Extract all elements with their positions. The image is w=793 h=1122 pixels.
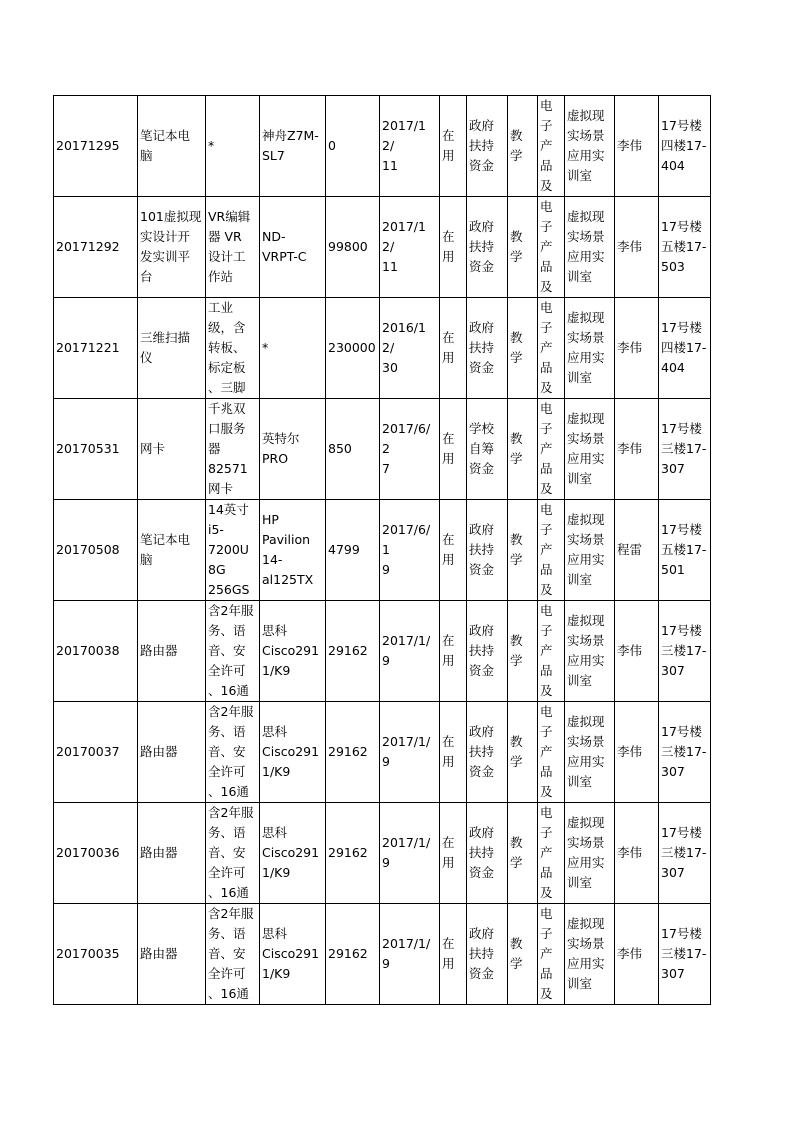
cell-asset-id: 20171292 — [54, 197, 138, 298]
cell-category: 电 子 产 品 及 — [538, 197, 565, 298]
cell-custodian: 李伟 — [615, 702, 659, 803]
cell-price: 230000 — [326, 298, 380, 399]
cell-model: 思科 Cisco291 1/K9 — [260, 904, 326, 1005]
cell-spec: 千兆双 口服务 器 82571 网卡 — [206, 399, 260, 500]
cell-asset-id: 20170035 — [54, 904, 138, 1005]
table-row — [54, 904, 711, 1005]
cell-location-room: 虚拟现 实场景 应用实 训室 — [565, 904, 615, 1005]
cell-asset-id: 20170038 — [54, 601, 138, 702]
cell-status: 在 用 — [440, 399, 467, 500]
cell-status: 在 用 — [440, 96, 467, 197]
cell-asset-id: 20171221 — [54, 298, 138, 399]
cell-funding-source: 学校 自筹 资金 — [467, 399, 508, 500]
cell-asset-id: 20170508 — [54, 500, 138, 601]
cell-location: 17号楼 三楼17- 307 — [659, 904, 711, 1005]
cell-location-room: 虚拟现 实场景 应用实 训室 — [565, 96, 615, 197]
cell-model: * — [260, 298, 326, 399]
table-row — [54, 399, 711, 500]
cell-asset-name: 三维扫描 仪 — [138, 298, 206, 399]
cell-custodian: 程雷 — [615, 500, 659, 601]
cell-location: 17号楼 四楼17- 404 — [659, 96, 711, 197]
table-row — [54, 298, 711, 399]
table-row — [54, 601, 711, 702]
table-row — [54, 500, 711, 601]
cell-location: 17号楼 四楼17- 404 — [659, 298, 711, 399]
cell-asset-name: 网卡 — [138, 399, 206, 500]
cell-usage: 教 学 — [508, 96, 538, 197]
cell-asset-name: 笔记本电 脑 — [138, 500, 206, 601]
cell-funding-source: 政府 扶持 资金 — [467, 96, 508, 197]
cell-model: 思科 Cisco291 1/K9 — [260, 803, 326, 904]
cell-status: 在 用 — [440, 601, 467, 702]
cell-location-room: 虚拟现 实场景 应用实 训室 — [565, 601, 615, 702]
cell-asset-id: 20170037 — [54, 702, 138, 803]
cell-status: 在 用 — [440, 904, 467, 1005]
cell-model: 英特尔 PRO — [260, 399, 326, 500]
cell-purchase-date: 2017/1/9 — [380, 601, 440, 702]
cell-funding-source: 政府 扶持 资金 — [467, 197, 508, 298]
cell-location: 17号楼 三楼17- 307 — [659, 702, 711, 803]
cell-funding-source: 政府 扶持 资金 — [467, 702, 508, 803]
cell-usage: 教 学 — [508, 197, 538, 298]
cell-purchase-date: 2017/1/9 — [380, 702, 440, 803]
cell-price: 29162 — [326, 904, 380, 1005]
cell-custodian: 李伟 — [615, 399, 659, 500]
cell-category: 电 子 产 品 及 — [538, 500, 565, 601]
cell-category: 电 子 产 品 及 — [538, 904, 565, 1005]
cell-category: 电 子 产 品 及 — [538, 702, 565, 803]
cell-price: 99800 — [326, 197, 380, 298]
cell-price: 29162 — [326, 702, 380, 803]
cell-spec: * — [206, 96, 260, 197]
cell-purchase-date: 2017/12/ 11 — [380, 96, 440, 197]
cell-price: 29162 — [326, 803, 380, 904]
table-row — [54, 197, 711, 298]
cell-price: 850 — [326, 399, 380, 500]
cell-asset-name: 路由器 — [138, 904, 206, 1005]
cell-usage: 教 学 — [508, 601, 538, 702]
cell-spec: 含2年服 务、语 音、安 全许可 、16通 — [206, 904, 260, 1005]
cell-usage: 教 学 — [508, 803, 538, 904]
cell-purchase-date: 2016/12/ 30 — [380, 298, 440, 399]
cell-status: 在 用 — [440, 298, 467, 399]
cell-location-room: 虚拟现 实场景 应用实 训室 — [565, 500, 615, 601]
cell-price: 0 — [326, 96, 380, 197]
cell-usage: 教 学 — [508, 399, 538, 500]
cell-location-room: 虚拟现 实场景 应用实 训室 — [565, 702, 615, 803]
table-row — [54, 702, 711, 803]
cell-category: 电 子 产 品 及 — [538, 399, 565, 500]
cell-model: HP Pavilion 14- al125TX — [260, 500, 326, 601]
cell-usage: 教 学 — [508, 500, 538, 601]
table-row — [54, 96, 711, 197]
cell-custodian: 李伟 — [615, 298, 659, 399]
cell-status: 在 用 — [440, 803, 467, 904]
cell-usage: 教 学 — [508, 904, 538, 1005]
cell-category: 电 子 产 品 及 — [538, 298, 565, 399]
cell-location: 17号楼 三楼17- 307 — [659, 601, 711, 702]
cell-funding-source: 政府 扶持 资金 — [467, 904, 508, 1005]
cell-asset-name: 路由器 — [138, 601, 206, 702]
cell-category: 电 子 产 品 及 — [538, 803, 565, 904]
cell-category: 电 子 产 品 及 — [538, 96, 565, 197]
cell-spec: VR编辑 器 VR 设计工 作站 — [206, 197, 260, 298]
cell-purchase-date: 2017/6/2 7 — [380, 399, 440, 500]
cell-usage: 教 学 — [508, 702, 538, 803]
cell-purchase-date: 2017/1/9 — [380, 803, 440, 904]
cell-purchase-date: 2017/1/9 — [380, 904, 440, 1005]
cell-status: 在 用 — [440, 500, 467, 601]
cell-model: ND- VRPT-C — [260, 197, 326, 298]
cell-model: 思科 Cisco291 1/K9 — [260, 702, 326, 803]
cell-custodian: 李伟 — [615, 197, 659, 298]
cell-model: 思科 Cisco291 1/K9 — [260, 601, 326, 702]
cell-spec: 含2年服 务、语 音、安 全许可 、16通 — [206, 803, 260, 904]
cell-asset-id: 20171295 — [54, 96, 138, 197]
asset-table — [53, 95, 711, 1005]
cell-location-room: 虚拟现 实场景 应用实 训室 — [565, 298, 615, 399]
cell-purchase-date: 2017/6/1 9 — [380, 500, 440, 601]
cell-asset-id: 20170531 — [54, 399, 138, 500]
cell-usage: 教 学 — [508, 298, 538, 399]
cell-purchase-date: 2017/12/ 11 — [380, 197, 440, 298]
cell-funding-source: 政府 扶持 资金 — [467, 500, 508, 601]
cell-location: 17号楼 五楼17- 503 — [659, 197, 711, 298]
cell-price: 29162 — [326, 601, 380, 702]
cell-funding-source: 政府 扶持 资金 — [467, 298, 508, 399]
cell-spec: 含2年服 务、语 音、安 全许可 、16通 — [206, 601, 260, 702]
cell-price: 4799 — [326, 500, 380, 601]
cell-status: 在 用 — [440, 702, 467, 803]
cell-location: 17号楼 三楼17- 307 — [659, 399, 711, 500]
cell-asset-id: 20170036 — [54, 803, 138, 904]
cell-funding-source: 政府 扶持 资金 — [467, 803, 508, 904]
table-row — [54, 803, 711, 904]
cell-location-room: 虚拟现 实场景 应用实 训室 — [565, 803, 615, 904]
cell-custodian: 李伟 — [615, 904, 659, 1005]
cell-asset-name: 路由器 — [138, 803, 206, 904]
cell-spec: 含2年服 务、语 音、安 全许可 、16通 — [206, 702, 260, 803]
cell-spec: 14英寸 i5- 7200U 8G 256GS — [206, 500, 260, 601]
cell-custodian: 李伟 — [615, 96, 659, 197]
cell-location: 17号楼 三楼17- 307 — [659, 803, 711, 904]
cell-location: 17号楼 五楼17- 501 — [659, 500, 711, 601]
cell-location-room: 虚拟现 实场景 应用实 训室 — [565, 197, 615, 298]
cell-custodian: 李伟 — [615, 601, 659, 702]
cell-asset-name: 101虚拟现 实设计开 发实训平 台 — [138, 197, 206, 298]
cell-model: 神舟Z7M- SL7 — [260, 96, 326, 197]
cell-spec: 工业 级，含 转板、 标定板 、三脚 — [206, 298, 260, 399]
cell-category: 电 子 产 品 及 — [538, 601, 565, 702]
cell-asset-name: 路由器 — [138, 702, 206, 803]
cell-location-room: 虚拟现 实场景 应用实 训室 — [565, 399, 615, 500]
cell-asset-name: 笔记本电 脑 — [138, 96, 206, 197]
cell-funding-source: 政府 扶持 资金 — [467, 601, 508, 702]
table-body — [54, 96, 711, 1005]
cell-custodian: 李伟 — [615, 803, 659, 904]
cell-status: 在 用 — [440, 197, 467, 298]
